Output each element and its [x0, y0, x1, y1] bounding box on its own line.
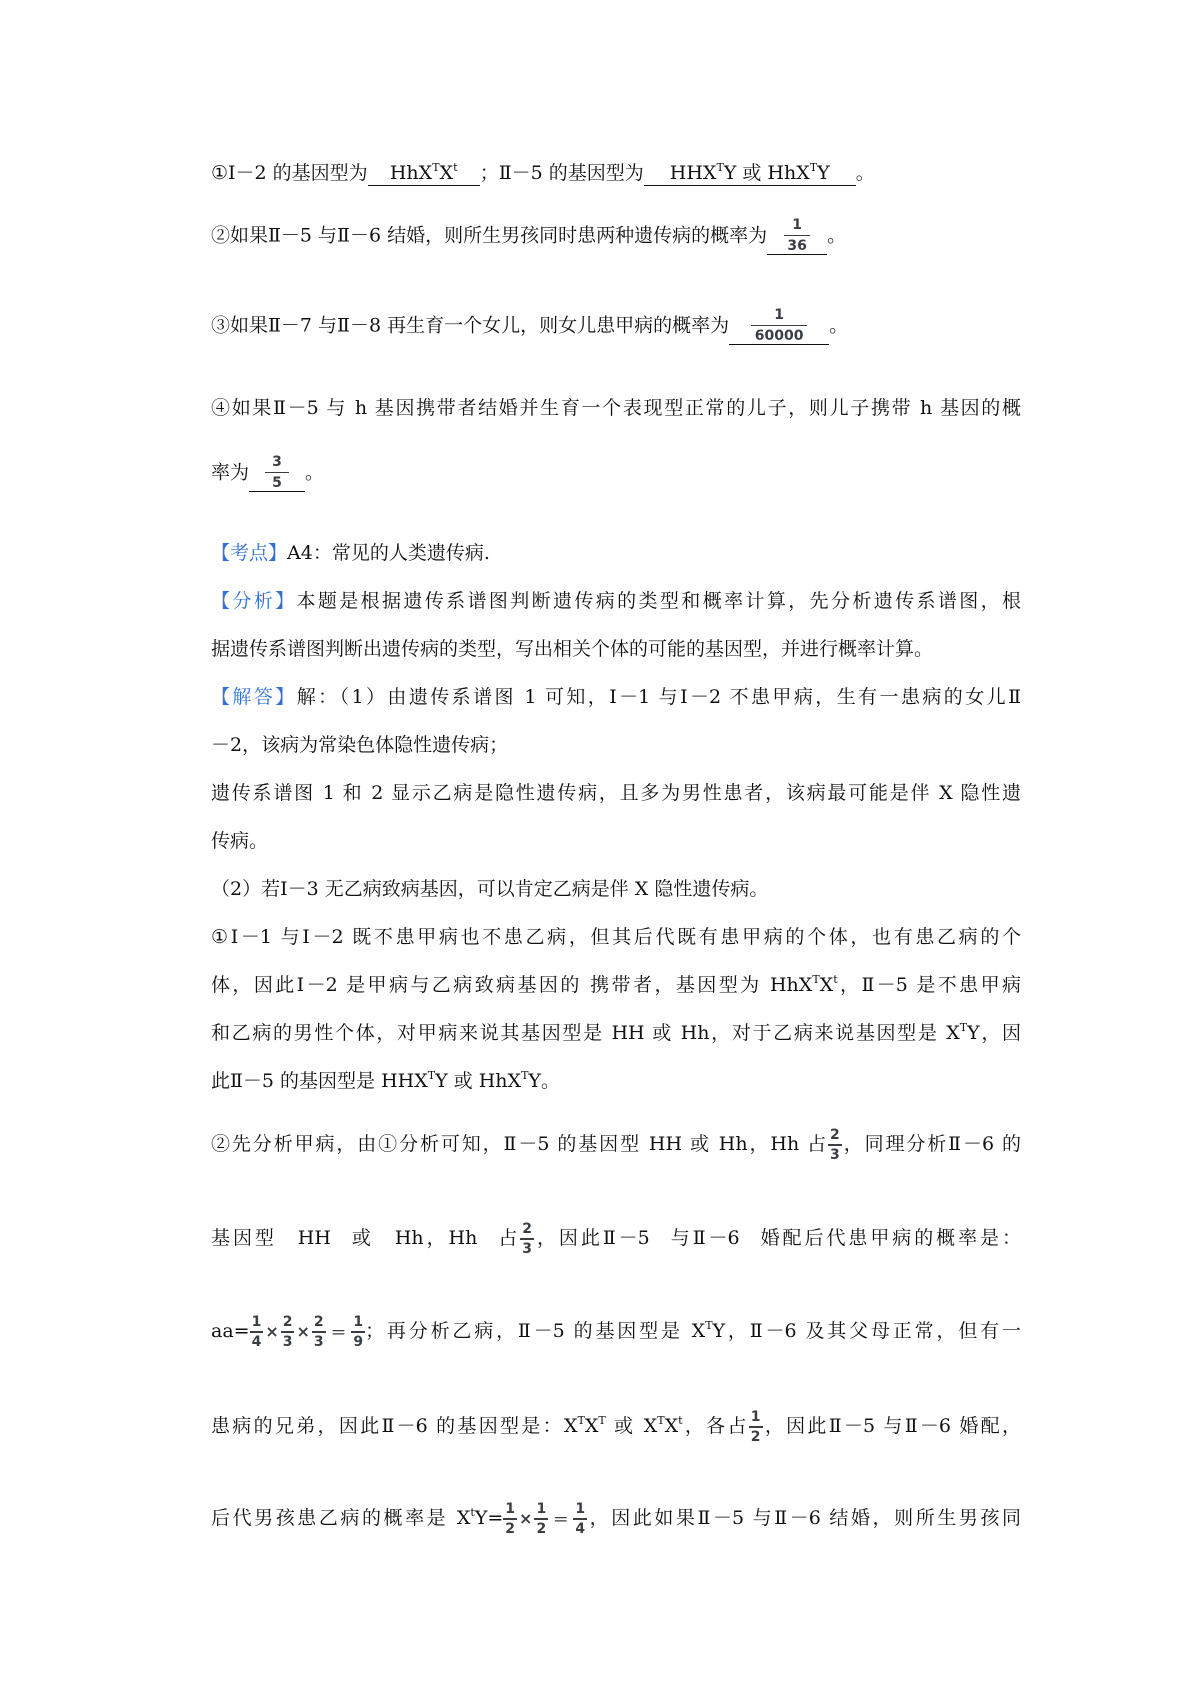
fraction [749, 1410, 763, 1444]
denominator: 36 [787, 238, 807, 254]
text: ，因此如果Ⅱ－5 与Ⅱ－6 结婚，则所生男孩同 [587, 1506, 1021, 1529]
fraction-bar [520, 1238, 534, 1240]
text: ，同理分析Ⅱ－6 的 [841, 1132, 1022, 1155]
sup: t [678, 1413, 683, 1427]
jieda-line-2 [211, 730, 508, 757]
fraction-expression [250, 1314, 365, 1350]
text: 基因型 HH 或 Hh，Hh 占 [211, 1226, 521, 1249]
text: X [439, 162, 454, 184]
circled-number: ① [211, 162, 229, 184]
sup: T [521, 1069, 529, 1082]
fraction-bar [351, 1331, 365, 1333]
text: Y。 [528, 1070, 560, 1092]
fraction-expression [503, 1501, 587, 1537]
jieda-line-8 [211, 1018, 1021, 1045]
times-sign: × [519, 1509, 533, 1529]
sup: T [716, 161, 724, 174]
text: HHX [669, 162, 717, 184]
answer-fraction [249, 455, 305, 492]
sup: T [432, 161, 440, 174]
sup: t [833, 973, 838, 986]
sup: T [427, 1069, 436, 1082]
text: aa= [211, 1319, 250, 1342]
text: Y，因 [967, 1022, 1021, 1044]
fraction-bar [749, 1426, 763, 1428]
denominator: 2 [505, 1520, 516, 1537]
jieda-line-9 [211, 1066, 560, 1093]
numerator: 3 [265, 455, 289, 473]
text: ，Ⅱ－5 是不患甲病 [837, 974, 1022, 996]
denominator: 4 [575, 1520, 586, 1537]
fraction-bar [281, 1331, 295, 1333]
equals-sign: ＝ [327, 1323, 350, 1343]
text: ②先分析甲病，由①分析可知，Ⅱ－5 的基因型 HH 或 Hh，Hh 占 [211, 1132, 829, 1155]
fraction [573, 1502, 587, 1536]
text: Y 或 HhX [723, 162, 810, 184]
text: 。 [827, 224, 847, 247]
denominator: 2 [536, 1520, 547, 1537]
answer-fraction [729, 308, 829, 345]
question-4 [211, 393, 1021, 420]
text: A4：常见的人类遗传病. [287, 542, 490, 564]
fraction-bar [250, 1331, 264, 1333]
jieda-line-4 [211, 826, 268, 853]
times-sign: × [296, 1322, 310, 1342]
text: ①Ⅰ－1 与Ⅰ－2 既不患甲病也不患乙病，但其后代既有患甲病的个体，也有患乙病的个 [211, 926, 1021, 948]
text: 如果Ⅱ－5 与 h 基因携带者结婚并生育一个表现型正常的儿子，则儿子携带 h 基因的概 [231, 397, 1021, 419]
fraction [351, 1315, 365, 1349]
question-3 [211, 308, 848, 345]
denominator: 3 [830, 1146, 840, 1163]
numerator: 2 [522, 1221, 533, 1237]
fraction [503, 1502, 517, 1536]
text: Y= [474, 1506, 504, 1529]
denominator: 9 [353, 1333, 364, 1350]
circled-number: ② [211, 224, 231, 247]
jieda-line-6 [211, 922, 1021, 949]
denominator: 3 [522, 1240, 533, 1257]
sup: T [705, 1318, 713, 1332]
underline [729, 344, 829, 345]
answer-fraction [767, 218, 827, 255]
text: 后代男孩患乙病的概率是 X [211, 1506, 471, 1529]
numerator: 2 [830, 1127, 840, 1143]
jieda-tag: 【解答】 [211, 686, 297, 708]
numerator: 1 [353, 1314, 364, 1330]
text: －2，该病为常染色体隐性遗传病； [211, 734, 509, 756]
text: 如果Ⅱ－7 与Ⅱ－8 再生育一个女儿，则女儿患甲病的概率为 [230, 314, 730, 337]
fenxi-line-1 [211, 586, 1021, 613]
circled-number: ④ [211, 397, 232, 419]
denominator: 60000 [754, 328, 804, 344]
denominator: 3 [282, 1333, 293, 1350]
kaodian-tag: 【考点】 [211, 542, 288, 564]
text: 据遗传系谱图判断出遗传病的类型，写出相关个体的可能的基因型，并进行概率计算。 [211, 638, 934, 660]
equals-sign: ＝ [550, 1510, 572, 1530]
text: Ⅰ－2 的基因型为 [228, 162, 368, 184]
fraction-bar [573, 1518, 587, 1520]
text: 体，因此Ⅰ－2 是甲病与乙病致病基因的 携带者，基因型为 HhX [211, 974, 813, 996]
text: 率为 [211, 461, 250, 484]
answer-blank [644, 162, 856, 186]
sup: T [809, 161, 818, 174]
jieda-line-7 [211, 970, 1021, 997]
jieda-line-1 [211, 682, 1021, 709]
sup: t [470, 1505, 475, 1519]
numerator: 1 [505, 1501, 516, 1517]
fraction [534, 1502, 548, 1536]
fraction [520, 1222, 534, 1256]
text: 和乙病的男性个体，对甲病来说其基因型是 HH 或 Hh，对于乙病来说基因型是 X [211, 1022, 960, 1044]
jieda-line-13 [211, 1410, 1021, 1444]
numerator: 1 [750, 1409, 761, 1425]
text: 如果Ⅱ－5 与Ⅱ－6 结婚，则所生男孩同时患两种遗传病的概率为 [230, 224, 768, 247]
text: Y 或 HhX [435, 1070, 522, 1092]
text: ，各占 [682, 1414, 749, 1437]
sup: T [598, 1413, 606, 1427]
text: 本题是根据遗传系谱图判断遗传病的类型和概率计算，先分析遗传系谱图，根 [296, 590, 1021, 612]
numerator: 1 [575, 1501, 586, 1517]
fraction-bar [828, 1144, 842, 1146]
text: ；再分析乙病，Ⅱ－5 的基因型是 X [365, 1319, 706, 1342]
sup: T [959, 1021, 968, 1034]
denominator: 5 [272, 475, 282, 491]
text: 传病。 [211, 830, 269, 852]
fenxi-line-2 [211, 634, 933, 661]
text: 解：（1）由遗传系谱图 1 可知，Ⅰ－1 与Ⅰ－2 不患甲病，生有一患病的女儿Ⅱ [296, 686, 1021, 708]
kaodian [211, 538, 490, 565]
jieda-line-10 [211, 1128, 1021, 1162]
fraction [312, 1315, 326, 1349]
fraction-bar [503, 1518, 517, 1520]
numerator: 2 [313, 1314, 324, 1330]
text: ，因此Ⅱ－5 与Ⅱ－6 婚配， [762, 1414, 1021, 1437]
jieda-line-5 [211, 874, 768, 901]
text: 此Ⅱ－5 的基因型是 HHX [211, 1070, 428, 1092]
denominator: 4 [251, 1333, 262, 1350]
answer-blank [368, 162, 480, 186]
denominator: 3 [313, 1333, 324, 1350]
denominator: 2 [750, 1428, 761, 1445]
underline [767, 254, 827, 255]
text: HhX [389, 162, 433, 184]
fraction-bar [312, 1331, 326, 1333]
sup: T [657, 1413, 665, 1427]
numerator: 1 [536, 1501, 547, 1517]
sup: T [577, 1413, 585, 1427]
numerator: 1 [251, 1314, 262, 1330]
numerator: 2 [282, 1314, 293, 1330]
text: 或 X [605, 1414, 658, 1437]
text: 。 [305, 461, 325, 484]
fraction [828, 1128, 842, 1162]
text: （2）若Ⅰ－3 无乙病致病基因，可以肯定乙病是伴 X 隐性遗传病。 [211, 878, 769, 900]
underline [249, 491, 305, 492]
circled-number: ③ [211, 314, 231, 337]
jieda-line-12 [211, 1315, 1021, 1349]
numerator: 1 [751, 308, 807, 326]
jieda-line-14 [211, 1502, 1021, 1536]
text: X [664, 1414, 679, 1437]
times-sign: × [265, 1322, 279, 1342]
question-1 [211, 158, 875, 186]
text: ，因此Ⅱ－5 与Ⅱ－6 婚配后代患甲病的概率是： [534, 1226, 1021, 1249]
text: X [819, 974, 834, 996]
fraction-bar [534, 1518, 548, 1520]
text: X [584, 1414, 599, 1437]
text: 遗传系谱图 1 和 2 显示乙病是隐性遗传病，且多为男性患者，该病最可能是伴 X 隐性遗 [211, 782, 1021, 804]
jieda-line-3 [211, 778, 1021, 805]
text: Y [817, 162, 830, 184]
fraction [250, 1315, 264, 1349]
sup: T [812, 973, 820, 986]
fenxi-tag: 【分析】 [211, 590, 297, 612]
fraction [281, 1315, 295, 1349]
jieda-line-11 [211, 1222, 1021, 1256]
question-2 [211, 218, 846, 255]
text: 。 [829, 314, 849, 337]
text: 。 [855, 162, 875, 184]
text: ；Ⅱ－5 的基因型为 [479, 162, 644, 184]
numerator: 1 [784, 218, 810, 236]
text: Y，Ⅱ－6 及其父母正常，但有一 [712, 1319, 1021, 1342]
sup: t [453, 161, 458, 174]
question-4-cont [211, 455, 324, 492]
text: 患病的兄弟，因此Ⅱ－6 的基因型是：X [211, 1414, 578, 1437]
